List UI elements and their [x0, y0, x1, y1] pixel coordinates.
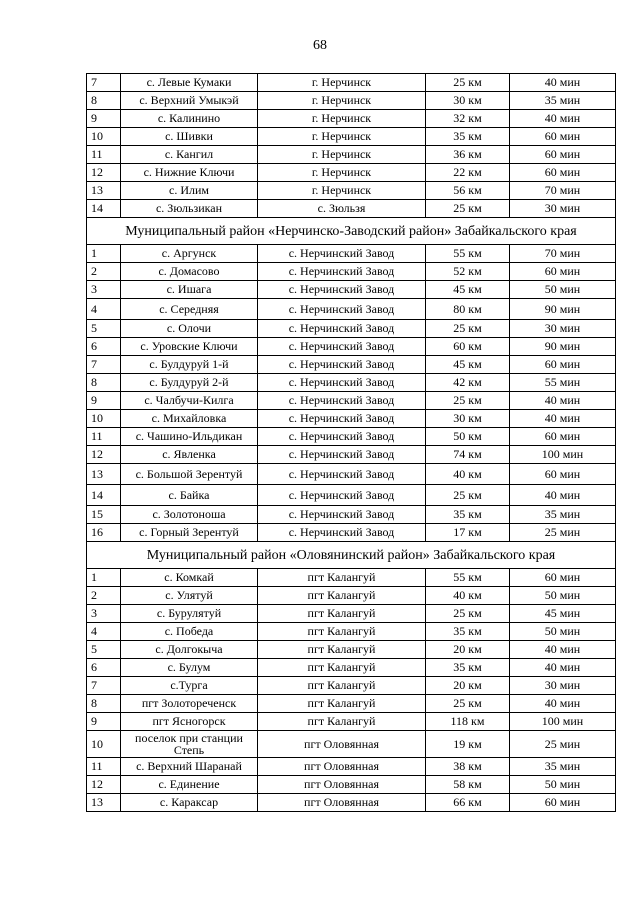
row-number-cell: 2 — [87, 587, 121, 605]
center-cell: с. Нерчинский Завод — [258, 446, 426, 464]
center-cell: пгт Калангуй — [258, 713, 426, 731]
travel-time-cell: 45 мин — [510, 605, 616, 623]
settlement-cell: с. Большой Зерентуй — [121, 464, 258, 485]
settlement-cell: пгт Ясногорск — [121, 713, 258, 731]
distance-cell: 19 км — [426, 731, 510, 758]
row-number-cell: 5 — [87, 641, 121, 659]
table-row — [87, 605, 616, 623]
settlement-cell: с. Победа — [121, 623, 258, 641]
row-number-cell: 9 — [87, 392, 121, 410]
settlement-cell: с. Ишага — [121, 281, 258, 299]
distance-cell: 40 км — [426, 464, 510, 485]
settlement-cell: с. Уровские Ключи — [121, 338, 258, 356]
center-cell: с. Нерчинский Завод — [258, 320, 426, 338]
travel-time-cell: 30 мин — [510, 320, 616, 338]
settlement-cell: с. Единение — [121, 776, 258, 794]
distance-cell: 45 км — [426, 356, 510, 374]
travel-time-cell: 50 мин — [510, 623, 616, 641]
distance-cell: 42 км — [426, 374, 510, 392]
table-row — [87, 731, 616, 758]
distance-cell: 38 км — [426, 758, 510, 776]
row-number-cell: 11 — [87, 146, 121, 164]
travel-time-cell: 50 мин — [510, 281, 616, 299]
center-cell: пгт Калангуй — [258, 677, 426, 695]
center-cell: с. Нерчинский Завод — [258, 281, 426, 299]
settlement-cell: пгт Золотореченск — [121, 695, 258, 713]
row-number-cell: 6 — [87, 338, 121, 356]
settlement-cell: с. Середняя — [121, 299, 258, 320]
section-header-row — [87, 218, 616, 245]
settlement-cell: с.Турга — [121, 677, 258, 695]
distance-cell: 74 км — [426, 446, 510, 464]
travel-time-cell: 40 мин — [510, 110, 616, 128]
table-row — [87, 338, 616, 356]
row-number-cell: 7 — [87, 74, 121, 92]
table-row — [87, 245, 616, 263]
row-number-cell: 12 — [87, 164, 121, 182]
row-number-cell: 9 — [87, 110, 121, 128]
table-row — [87, 587, 616, 605]
table-body — [87, 74, 616, 812]
table-row — [87, 713, 616, 731]
table-row — [87, 677, 616, 695]
row-number-cell: 4 — [87, 299, 121, 320]
table-row — [87, 485, 616, 506]
row-number-cell: 16 — [87, 524, 121, 542]
table-row — [87, 695, 616, 713]
center-cell: с. Зюльзя — [258, 200, 426, 218]
row-number-cell: 5 — [87, 320, 121, 338]
travel-time-cell: 100 мин — [510, 446, 616, 464]
settlement-cell: с. Домасово — [121, 263, 258, 281]
settlements-table — [86, 73, 616, 812]
table-row — [87, 182, 616, 200]
row-number-cell: 9 — [87, 713, 121, 731]
row-number-cell: 15 — [87, 506, 121, 524]
row-number-cell: 6 — [87, 659, 121, 677]
distance-cell: 25 км — [426, 320, 510, 338]
section-title: Муниципальный район «Нерчинско-Заводский район» Забайкальского края — [87, 218, 616, 245]
table-row — [87, 200, 616, 218]
table-row — [87, 506, 616, 524]
page-number: 68 — [313, 38, 327, 53]
center-cell: г. Нерчинск — [258, 92, 426, 110]
settlement-cell: с. Чашино-Ильдикан — [121, 428, 258, 446]
table-row — [87, 356, 616, 374]
distance-cell: 22 км — [426, 164, 510, 182]
travel-time-cell: 60 мин — [510, 569, 616, 587]
settlement-cell: с. Левые Кумаки — [121, 74, 258, 92]
distance-cell: 35 км — [426, 659, 510, 677]
center-cell: пгт Калангуй — [258, 659, 426, 677]
row-number-cell: 1 — [87, 245, 121, 263]
table-row — [87, 446, 616, 464]
distance-cell: 35 км — [426, 128, 510, 146]
center-cell: г. Нерчинск — [258, 182, 426, 200]
table-row — [87, 374, 616, 392]
travel-time-cell: 70 мин — [510, 245, 616, 263]
distance-cell: 25 км — [426, 392, 510, 410]
travel-time-cell: 50 мин — [510, 587, 616, 605]
table-row — [87, 464, 616, 485]
table-row — [87, 164, 616, 182]
section-title: Муниципальный район «Оловянинский район» Забайкальского края — [87, 542, 616, 569]
table-row — [87, 410, 616, 428]
center-cell: г. Нерчинск — [258, 128, 426, 146]
settlement-cell: с. Кангил — [121, 146, 258, 164]
travel-time-cell: 40 мин — [510, 695, 616, 713]
row-number-cell: 10 — [87, 410, 121, 428]
travel-time-cell: 35 мин — [510, 92, 616, 110]
distance-cell: 17 км — [426, 524, 510, 542]
table-row — [87, 146, 616, 164]
travel-time-cell: 35 мин — [510, 758, 616, 776]
table-row — [87, 794, 616, 812]
distance-cell: 32 км — [426, 110, 510, 128]
distance-cell: 55 км — [426, 569, 510, 587]
table-row — [87, 92, 616, 110]
distance-cell: 25 км — [426, 74, 510, 92]
table-row — [87, 641, 616, 659]
table-row — [87, 263, 616, 281]
center-cell: с. Нерчинский Завод — [258, 524, 426, 542]
travel-time-cell: 90 мин — [510, 338, 616, 356]
center-cell: пгт Калангуй — [258, 623, 426, 641]
center-cell: с. Нерчинский Завод — [258, 299, 426, 320]
center-cell: г. Нерчинск — [258, 110, 426, 128]
distance-cell: 45 км — [426, 281, 510, 299]
row-number-cell: 7 — [87, 677, 121, 695]
row-number-cell: 3 — [87, 605, 121, 623]
travel-time-cell: 60 мин — [510, 464, 616, 485]
settlement-cell: с. Олочи — [121, 320, 258, 338]
settlement-cell: с. Явленка — [121, 446, 258, 464]
settlement-cell: с. Нижние Ключи — [121, 164, 258, 182]
travel-time-cell: 60 мин — [510, 794, 616, 812]
settlement-cell: с. Калинино — [121, 110, 258, 128]
row-number-cell: 10 — [87, 128, 121, 146]
center-cell: г. Нерчинск — [258, 146, 426, 164]
row-number-cell: 14 — [87, 200, 121, 218]
settlement-cell: с. Аргунск — [121, 245, 258, 263]
center-cell: с. Нерчинский Завод — [258, 428, 426, 446]
settlement-cell: с. Шивки — [121, 128, 258, 146]
settlement-cell: с. Чалбучи-Килга — [121, 392, 258, 410]
table-row — [87, 776, 616, 794]
table-row — [87, 281, 616, 299]
center-cell: пгт Калангуй — [258, 587, 426, 605]
travel-time-cell: 60 мин — [510, 128, 616, 146]
distance-cell: 80 км — [426, 299, 510, 320]
row-number-cell: 14 — [87, 485, 121, 506]
settlement-cell: с. Караксар — [121, 794, 258, 812]
row-number-cell: 3 — [87, 281, 121, 299]
distance-cell: 30 км — [426, 410, 510, 428]
distance-cell: 25 км — [426, 605, 510, 623]
distance-cell: 36 км — [426, 146, 510, 164]
travel-time-cell: 30 мин — [510, 677, 616, 695]
travel-time-cell: 60 мин — [510, 428, 616, 446]
settlement-cell: с. Верхний Умыкэй — [121, 92, 258, 110]
settlement-cell: с. Булдуруй 1-й — [121, 356, 258, 374]
section-header-row — [87, 542, 616, 569]
center-cell: с. Нерчинский Завод — [258, 374, 426, 392]
travel-time-cell: 40 мин — [510, 641, 616, 659]
row-number-cell: 12 — [87, 776, 121, 794]
distance-cell: 30 км — [426, 92, 510, 110]
row-number-cell: 8 — [87, 92, 121, 110]
table-row — [87, 758, 616, 776]
settlement-cell: с. Горный Зерентуй — [121, 524, 258, 542]
center-cell: пгт Калангуй — [258, 695, 426, 713]
center-cell: с. Нерчинский Завод — [258, 263, 426, 281]
distance-cell: 40 км — [426, 587, 510, 605]
distance-cell: 66 км — [426, 794, 510, 812]
center-cell: с. Нерчинский Завод — [258, 506, 426, 524]
distance-cell: 50 км — [426, 428, 510, 446]
distance-cell: 56 км — [426, 182, 510, 200]
settlement-cell: поселок при станции Степь — [121, 731, 258, 758]
travel-time-cell: 25 мин — [510, 731, 616, 758]
table-row — [87, 320, 616, 338]
table-row — [87, 392, 616, 410]
settlement-cell: с. Михайловка — [121, 410, 258, 428]
travel-time-cell: 70 мин — [510, 182, 616, 200]
distance-cell: 25 км — [426, 485, 510, 506]
travel-time-cell: 40 мин — [510, 659, 616, 677]
table-row — [87, 110, 616, 128]
travel-time-cell: 60 мин — [510, 356, 616, 374]
table-row — [87, 428, 616, 446]
row-number-cell: 13 — [87, 182, 121, 200]
row-number-cell: 11 — [87, 428, 121, 446]
travel-time-cell: 40 мин — [510, 410, 616, 428]
distance-cell: 25 км — [426, 695, 510, 713]
travel-time-cell: 30 мин — [510, 200, 616, 218]
center-cell: пгт Калангуй — [258, 641, 426, 659]
distance-cell: 118 км — [426, 713, 510, 731]
distance-cell: 58 км — [426, 776, 510, 794]
settlement-cell: с. Булдуруй 2-й — [121, 374, 258, 392]
settlement-cell: с. Зюльзикан — [121, 200, 258, 218]
table-row — [87, 524, 616, 542]
table-row — [87, 659, 616, 677]
center-cell: с. Нерчинский Завод — [258, 392, 426, 410]
center-cell: пгт Оловянная — [258, 731, 426, 758]
center-cell: с. Нерчинский Завод — [258, 485, 426, 506]
distance-cell: 35 км — [426, 623, 510, 641]
distance-cell: 60 км — [426, 338, 510, 356]
settlement-cell: с. Улятуй — [121, 587, 258, 605]
center-cell: пгт Оловянная — [258, 794, 426, 812]
travel-time-cell: 50 мин — [510, 776, 616, 794]
distance-cell: 52 км — [426, 263, 510, 281]
travel-time-cell: 40 мин — [510, 485, 616, 506]
table-row — [87, 623, 616, 641]
travel-time-cell: 60 мин — [510, 146, 616, 164]
center-cell: с. Нерчинский Завод — [258, 410, 426, 428]
travel-time-cell: 55 мин — [510, 374, 616, 392]
distance-cell: 25 км — [426, 200, 510, 218]
travel-time-cell: 100 мин — [510, 713, 616, 731]
center-cell: пгт Оловянная — [258, 776, 426, 794]
settlement-cell: с. Долгокыча — [121, 641, 258, 659]
row-number-cell: 13 — [87, 464, 121, 485]
row-number-cell: 4 — [87, 623, 121, 641]
row-number-cell: 8 — [87, 374, 121, 392]
distance-cell: 20 км — [426, 641, 510, 659]
distance-cell: 20 км — [426, 677, 510, 695]
settlement-cell: с. Верхний Шаранай — [121, 758, 258, 776]
travel-time-cell: 60 мин — [510, 164, 616, 182]
center-cell: пгт Калангуй — [258, 605, 426, 623]
center-cell: г. Нерчинск — [258, 74, 426, 92]
table-row — [87, 299, 616, 320]
settlement-cell: с. Бурулятуй — [121, 605, 258, 623]
row-number-cell: 12 — [87, 446, 121, 464]
center-cell: г. Нерчинск — [258, 164, 426, 182]
settlement-cell: с. Булум — [121, 659, 258, 677]
row-number-cell: 1 — [87, 569, 121, 587]
travel-time-cell: 40 мин — [510, 74, 616, 92]
center-cell: с. Нерчинский Завод — [258, 245, 426, 263]
distance-cell: 55 км — [426, 245, 510, 263]
travel-time-cell: 90 мин — [510, 299, 616, 320]
row-number-cell: 11 — [87, 758, 121, 776]
center-cell: пгт Оловянная — [258, 758, 426, 776]
row-number-cell: 2 — [87, 263, 121, 281]
center-cell: пгт Калангуй — [258, 569, 426, 587]
settlement-cell: с. Илим — [121, 182, 258, 200]
row-number-cell: 7 — [87, 356, 121, 374]
settlement-cell: с. Байка — [121, 485, 258, 506]
row-number-cell: 13 — [87, 794, 121, 812]
travel-time-cell: 60 мин — [510, 263, 616, 281]
row-number-cell: 10 — [87, 731, 121, 758]
table-row — [87, 74, 616, 92]
center-cell: с. Нерчинский Завод — [258, 464, 426, 485]
settlement-cell: с. Золотоноша — [121, 506, 258, 524]
center-cell: с. Нерчинский Завод — [258, 338, 426, 356]
settlement-cell: с. Комкай — [121, 569, 258, 587]
center-cell: с. Нерчинский Завод — [258, 356, 426, 374]
table-row — [87, 128, 616, 146]
travel-time-cell: 25 мин — [510, 524, 616, 542]
row-number-cell: 8 — [87, 695, 121, 713]
table-row — [87, 569, 616, 587]
travel-time-cell: 40 мин — [510, 392, 616, 410]
travel-time-cell: 35 мин — [510, 506, 616, 524]
distance-cell: 35 км — [426, 506, 510, 524]
